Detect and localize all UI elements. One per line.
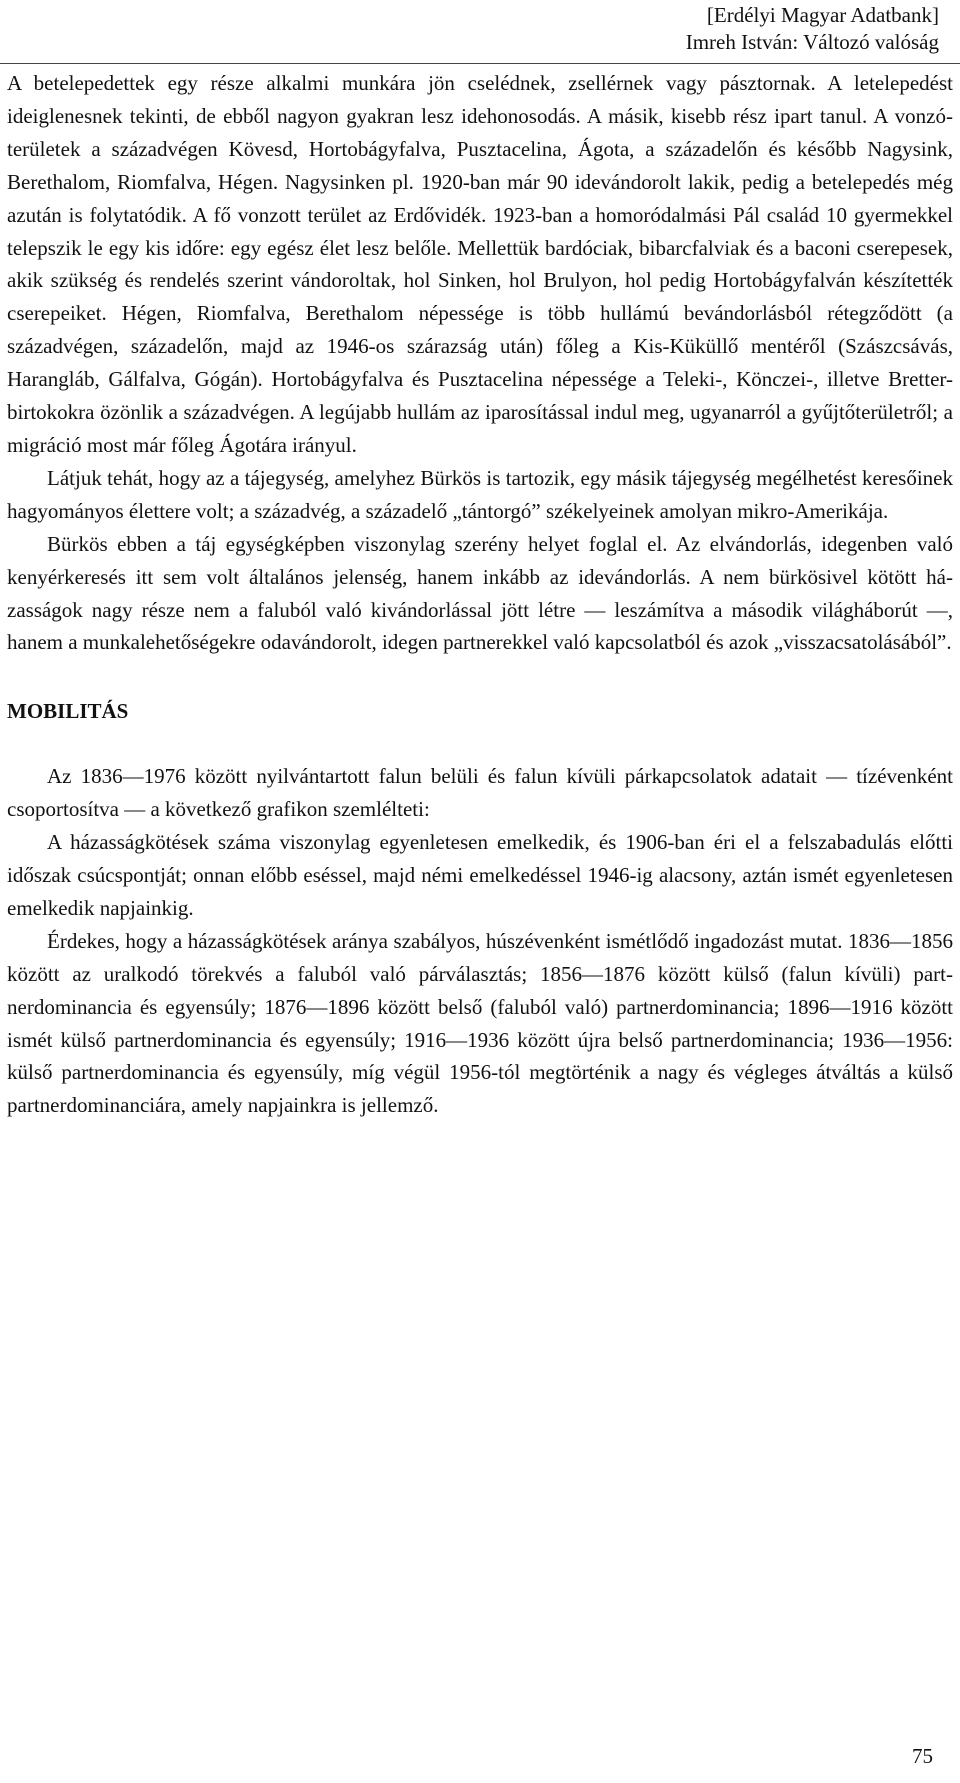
paragraph-3: Bürkös ebben a táj egységképben viszonylag szerény helyet foglal el. Az elvándorlás, idegenben való kenyérkeresés itt sem volt általános jelenség, hanem inkább az idevándorlás. A nem bürkösivel kötött házasságok nagy része nem a faluból való kivándorlással jött létre — leszámítva a második világháborút —, hanem a munkalehetőségekre odavándorolt, idegen partnerekkel való kapcsolatból és azok „visszacsatolásából”. — [7, 531, 953, 655]
document-body — [7, 67, 953, 1122]
page-number: 75 — [912, 1744, 933, 1768]
paragraph-2: Látjuk tehát, hogy az a tájegység, amelyhez Bürkös is tartozik, egy másik tájegység megélhetést keresőinek hagyományos élettere volt; a századvég, a századelő „tántorgó” székelyeinek amolyan mikro-Amerikája. — [7, 465, 953, 523]
page-header — [0, 0, 960, 56]
header-title: Imreh István: Változó valóság — [685, 30, 939, 54]
header-divider — [0, 63, 960, 64]
paragraph-1: A betelepedettek egy része alkalmi munkára jön cselédnek, zsellérnek vagy pásztornak. A letelepedést ideiglenesnek tekinti, de ebből nagyon gyakran lesz idehonosodás. A másik, kisebb rész ipart tanul. A vonzóterületek a századvégen Kövesd, Hortobágyfalva, Pusztacelina, Ágota, a századelőn és később Nagysink, Berethalom, Riomfalva, Hégen. Nagysinken pl. 1920-ban már 90 idevándorolt lakik, pedig a betelepedés még azután is folytatódik. A fő vonzott terület az Erdővidék. 1923-ban a homoródalmási Pál család 10 gyermekkel telepszik le egy kis időre: egy egész élet lesz belőle. Mellettük bardóciak, bibarcfalviak és a baconi cserepesek, akik szükség és rendelés szerint vándoroltak, hol Sinken, hol Brulyon, hol pedig Hortobágyfalván készítették cserepeiket. Hégen, Riomfalva, Berethalom népessége is több hullámú bevándorlásból rétegződött (a századvégen, századelőn, majd az 1946-os szárazság után) főleg a Kis-Küküllő mentéről (Szászcsávás, Harangláb, Gálfalva, Gógán). Hortobágyfalva és Pusztacelina népessége a Teleki-, Könczei-, illetve Bretter-birtokokra özönlik a századvégen. A legújabb hullám az iparosítással indul meg, ugyanarról a gyűjtőterületről; a migráció most már főleg Ágotára irányul. — [7, 71, 953, 457]
paragraph-5: A házasságkötések száma viszonylag egyenletesen emelkedik, és 1906-ban éri el a felszabadulás előtti időszak csúcspontját; onnan előbb eséssel, majd némi emelkedéssel 1946-ig alacsony, aztán ismét egyenletesen emelkedik napjainkig. — [7, 830, 953, 920]
paragraph-6: Érdekes, hogy a házasságkötések aránya szabályos, húszévenként ismétlődő ingadozást mutat. 1836—1856 között az uralkodó törekvés a faluból való párválasztás; 1856—1876 között külső (falun kívüli) partnerdominancia és egyensúly; 1876—1896 között belső (faluból való) partnerdominancia; 1896—1916 között ismét külső partnerdominancia és egyensúly; 1916—1936 között újra belső partnerdominancia; 1936—1956: külső partnerdominancia és egyensúly, míg végül 1956-tól megtörténik a nagy és végleges átváltás a külső partnerdominanciára, amely napjainkra is jellemző. — [7, 928, 953, 1118]
paragraph-4: Az 1836—1976 között nyilvántartott falun belüli és falun kívüli párkapcsolatok adatait — tízévenként csoportosítva — a következő grafikon szemlélteti: — [7, 764, 953, 822]
header-source: [Erdélyi Magyar Adatbank] — [706, 3, 939, 27]
section-title: MOBILITÁS — [7, 699, 129, 724]
